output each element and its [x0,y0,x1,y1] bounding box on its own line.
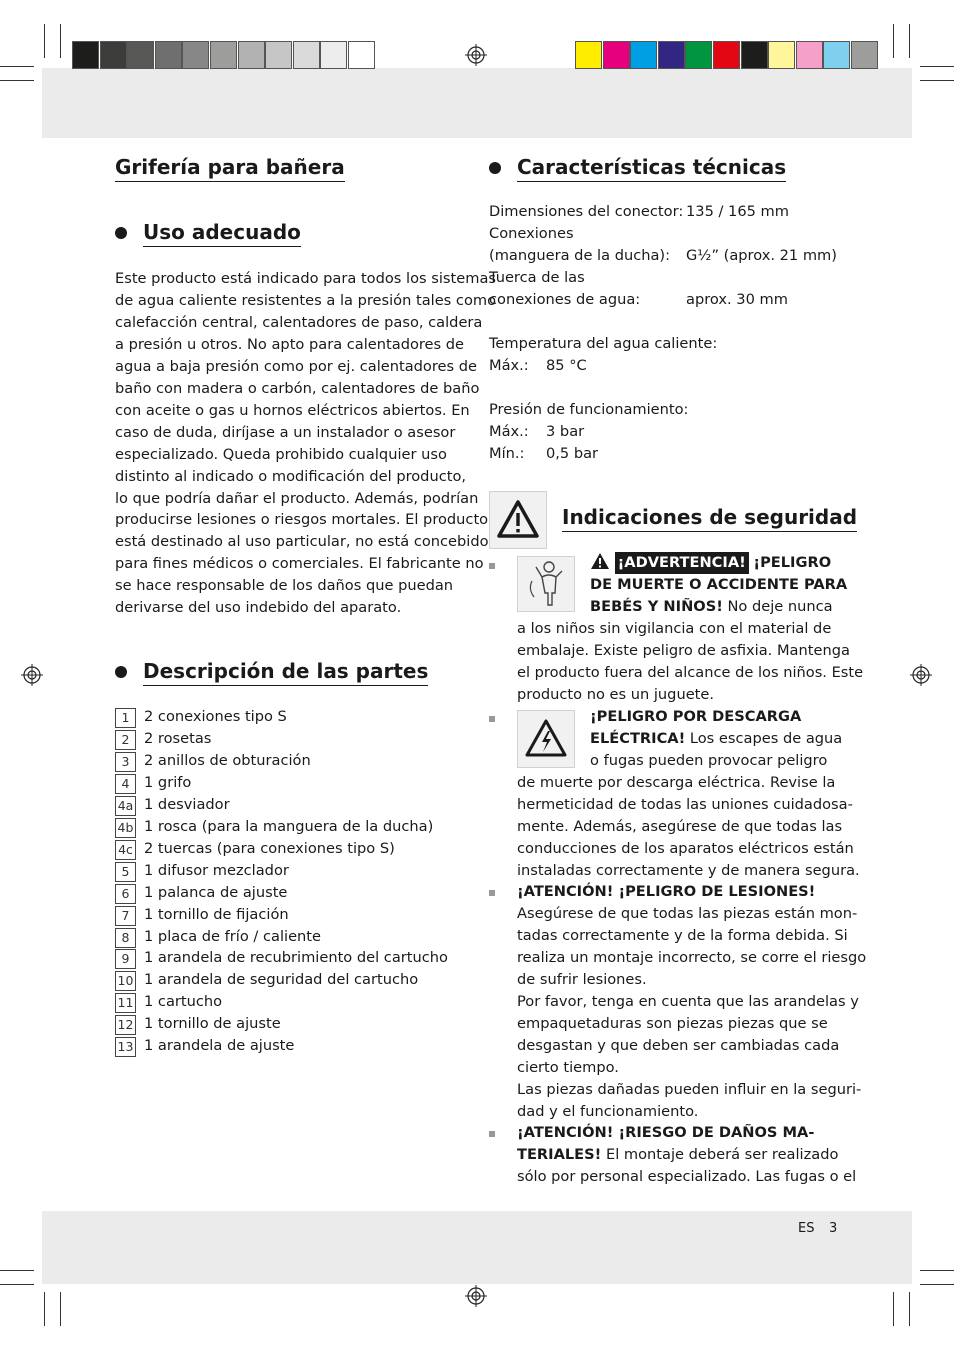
text-line: calefacción central, calentadores de paso, caldera [115,313,483,331]
list-bullet-icon [489,890,495,896]
part-label: 2 rosetas [144,729,212,747]
section-bullet-icon [115,227,127,239]
text-line: cierto tiempo. [517,1058,619,1076]
part-number: 4c [115,840,136,860]
section-bullet-icon [115,666,127,678]
warning-badge: ¡ADVERTENCIA! [615,552,749,574]
s2-bold: ELÉCTRICA! [590,730,686,747]
gray-swatch [265,41,292,69]
gray-swatch [155,41,182,69]
spec-label: Conexiones [489,225,574,242]
part-label: 1 arandela de ajuste [144,1037,295,1055]
gray-swatch [348,41,375,69]
text-line: dad y el funcionamiento. [517,1102,699,1120]
s1-bold: BEBÉS Y NIÑOS! [590,598,723,615]
spec-value: 0,5 bar [546,445,599,462]
part-label: 1 cartucho [144,993,223,1011]
text-line: de sufrir lesiones. [517,970,647,988]
page-number: 3 [829,1221,838,1236]
uso-paragraph [115,268,496,619]
spec-value: aprox. 30 mm [686,291,788,308]
part-label: 1 arandela de seguridad del cartucho [144,971,419,989]
text-line: producto no es un juguete. [517,685,715,703]
text-line: con aceite o gas u hornos eléctricos abiertos. En [115,401,470,419]
text-line: conducciones de los aparatos eléctricos están [517,839,854,857]
gray-swatch [182,41,209,69]
s3-line1 [517,881,815,903]
electric-shock-icon [517,710,575,768]
color-swatch [713,41,740,69]
footer-lang: ES [798,1221,815,1236]
text-line: mente. Además, asegúrese de que todas las [517,817,843,835]
s2-line3: o fugas pueden provocar peligro [590,752,828,769]
part-number: 3 [115,752,136,772]
spec-label: Temperatura del agua caliente: [489,335,718,352]
text-line: hermeticidad de todas las uniones cuidadosa- [517,795,853,813]
part-label: 1 tornillo de fijación [144,905,289,923]
text-line: Las piezas dañadas pueden influir en la seguri- [517,1080,862,1098]
part-number: 4b [115,818,136,838]
part-number: 11 [115,993,136,1013]
gray-swatch [72,41,99,69]
text-line: a los niños sin vigilancia con el material de [517,620,832,637]
spec-label: Presión de funcionamiento: [489,401,689,418]
color-swatch [768,41,795,69]
part-number: 4 [115,774,136,794]
s1-line2 [590,574,847,596]
safety-heading: Indicaciones de seguridad [562,505,857,532]
part-number: 5 [115,862,136,882]
spec-label: Mín.: [489,445,525,462]
spec-label: Máx.: [489,357,529,374]
s2-text: Los escapes de agua [685,730,843,747]
part-number: 4a [115,796,136,816]
part-label: 1 palanca de ajuste [144,883,288,901]
text-line: instaladas correctamente y de manera segura. [517,861,860,879]
text-line: producirse lesiones o riesgos mortales. El producto [115,511,489,529]
registration-mark-icon [465,44,487,66]
text-line: baño con madera o carbón, calentadores de baño [115,379,480,397]
color-swatch [851,41,878,69]
s4-text: El montaje deberá ser realizado [601,1146,839,1163]
text-line: desgastan y que deben ser cambiadas cada [517,1036,840,1054]
spec-value: G½” (aprox. 21 mm) [686,247,837,264]
text-line: a presión u otros. No apto para calentadores de [115,335,465,353]
text-line: especializado. Queda prohibido cualquier uso [115,445,447,463]
s2-line2 [590,728,842,750]
child-warning-icon [517,556,575,612]
spec-value: 85 °C [546,357,587,374]
tech-heading: Características técnicas [517,155,786,182]
gray-swatch [100,41,127,69]
spec-label: Máx.: [489,423,529,440]
section-bullet-icon [489,162,501,174]
s1-line3 [590,596,833,618]
text-line: realiza un montaje incorrecto, se corre el riesgo [517,948,867,966]
spec-value: 135 / 165 mm [686,203,789,220]
spec-label: Tuerca de las [489,269,585,286]
registration-mark-icon [21,664,43,686]
text-line: está destinado al uso particular, no está concebido [115,533,489,551]
text-line: para fines médicos o comerciales. El fabricante no [115,555,484,573]
gray-swatch [127,41,154,69]
text-line: lo que podría dañar el producto. Además, podrían [115,489,479,507]
text-line: embalaje. Existe peligro de asfixia. Mantenga [517,641,850,659]
part-number: 7 [115,906,136,926]
text-line: Asegúrese de que todas las piezas están mon- [517,905,858,922]
part-label: 1 difusor mezclador [144,861,289,879]
part-label: 2 conexiones tipo S [144,708,287,725]
s2-line1 [590,706,801,728]
color-swatch [575,41,602,69]
part-label: 2 tuercas (para conexiones tipo S) [144,839,395,857]
part-label: 1 arandela de recubrimiento del cartucho [144,949,448,967]
s4-bold: TERIALES! [517,1146,602,1163]
text-line: tadas correctamente y de la forma debida. Si [517,926,848,944]
s4-line2 [517,1144,838,1166]
text-line: empaquetaduras son piezas piezas que se [517,1014,828,1032]
s4-line3: sólo por personal especializado. Las fugas o el [517,1168,857,1185]
registration-mark-icon [910,664,932,686]
part-label: 1 grifo [144,773,192,791]
s3-bold: ¡ATENCIÓN! ¡PELIGRO DE LESIONES! [517,883,816,900]
color-swatch [823,41,850,69]
s1-text: No deje nunca [722,598,833,615]
warning-small-icon [590,552,610,570]
s4-line1 [517,1122,814,1144]
list-bullet-icon [489,716,495,722]
s2-bold: ¡PELIGRO POR DESCARGA [590,708,802,725]
list-bullet-icon [489,563,495,569]
s3-paragraph [517,903,866,1123]
warning-triangle-icon [489,491,547,549]
s1-line1 [590,552,831,574]
part-number: 10 [115,971,136,991]
s2-paragraph [517,772,860,882]
spec-value: 3 bar [546,423,585,440]
part-label: 1 rosca (para la manguera de la ducha) [144,817,434,835]
color-swatch [603,41,630,69]
color-swatch [658,41,685,69]
text-line: se hace responsable de los daños que puedan [115,577,454,595]
gray-swatch [320,41,347,69]
part-number: 6 [115,884,136,904]
s1-paragraph [517,618,863,706]
text-line: de muerte por descarga eléctrica. Revise la [517,774,836,791]
color-swatch [796,41,823,69]
text-line: de agua caliente resistentes a la presión tales como [115,291,497,309]
part-label: 2 anillos de obturación [144,751,311,769]
list-bullet-icon [489,1131,495,1137]
part-number: 8 [115,928,136,948]
text-line: distinto al indicado o modificación del producto, [115,467,467,485]
part-number: 9 [115,949,136,969]
text-line: Este producto está indicado para todos los sistemas [115,270,496,287]
gray-swatch [238,41,265,69]
gray-swatch [293,41,320,69]
footer-band [42,1211,912,1284]
part-label: 1 tornillo de ajuste [144,1015,281,1033]
text-line: el producto fuera del alcance de los niños. Este [517,663,864,681]
part-number: 1 [115,708,136,728]
s1-bold: DE MUERTE O ACCIDENTE PARA [590,576,848,593]
part-number: 13 [115,1037,136,1057]
text-line: agua a baja presión como por ej. calentadores de [115,357,477,375]
s1-bold: ¡PELIGRO [753,554,832,571]
color-swatch [741,41,768,69]
product-title: Grifería para bañera [115,155,345,182]
text-line: caso de duda, diríjase a un instalador o asesor [115,423,456,441]
spec-label: (manguera de la ducha): [489,247,671,264]
part-number: 12 [115,1015,136,1035]
s4-bold: ¡ATENCIÓN! ¡RIESGO DE DAÑOS MA- [517,1124,815,1141]
part-label: 1 placa de frío / caliente [144,927,321,945]
parts-heading: Descripción de las partes [143,659,428,686]
color-swatch [685,41,712,69]
color-swatch [630,41,657,69]
registration-mark-icon [465,1285,487,1307]
header-band [42,68,912,138]
spec-label: conexiones de agua: [489,291,641,308]
part-label: 1 desviador [144,795,230,813]
part-number: 2 [115,730,136,750]
spec-label: Dimensiones del conector: [489,203,684,220]
text-line: derivarse del uso indebido del aparato. [115,599,402,617]
text-line: Por favor, tenga en cuenta que las arandelas y [517,992,859,1010]
uso-heading: Uso adecuado [143,220,301,247]
gray-swatch [210,41,237,69]
